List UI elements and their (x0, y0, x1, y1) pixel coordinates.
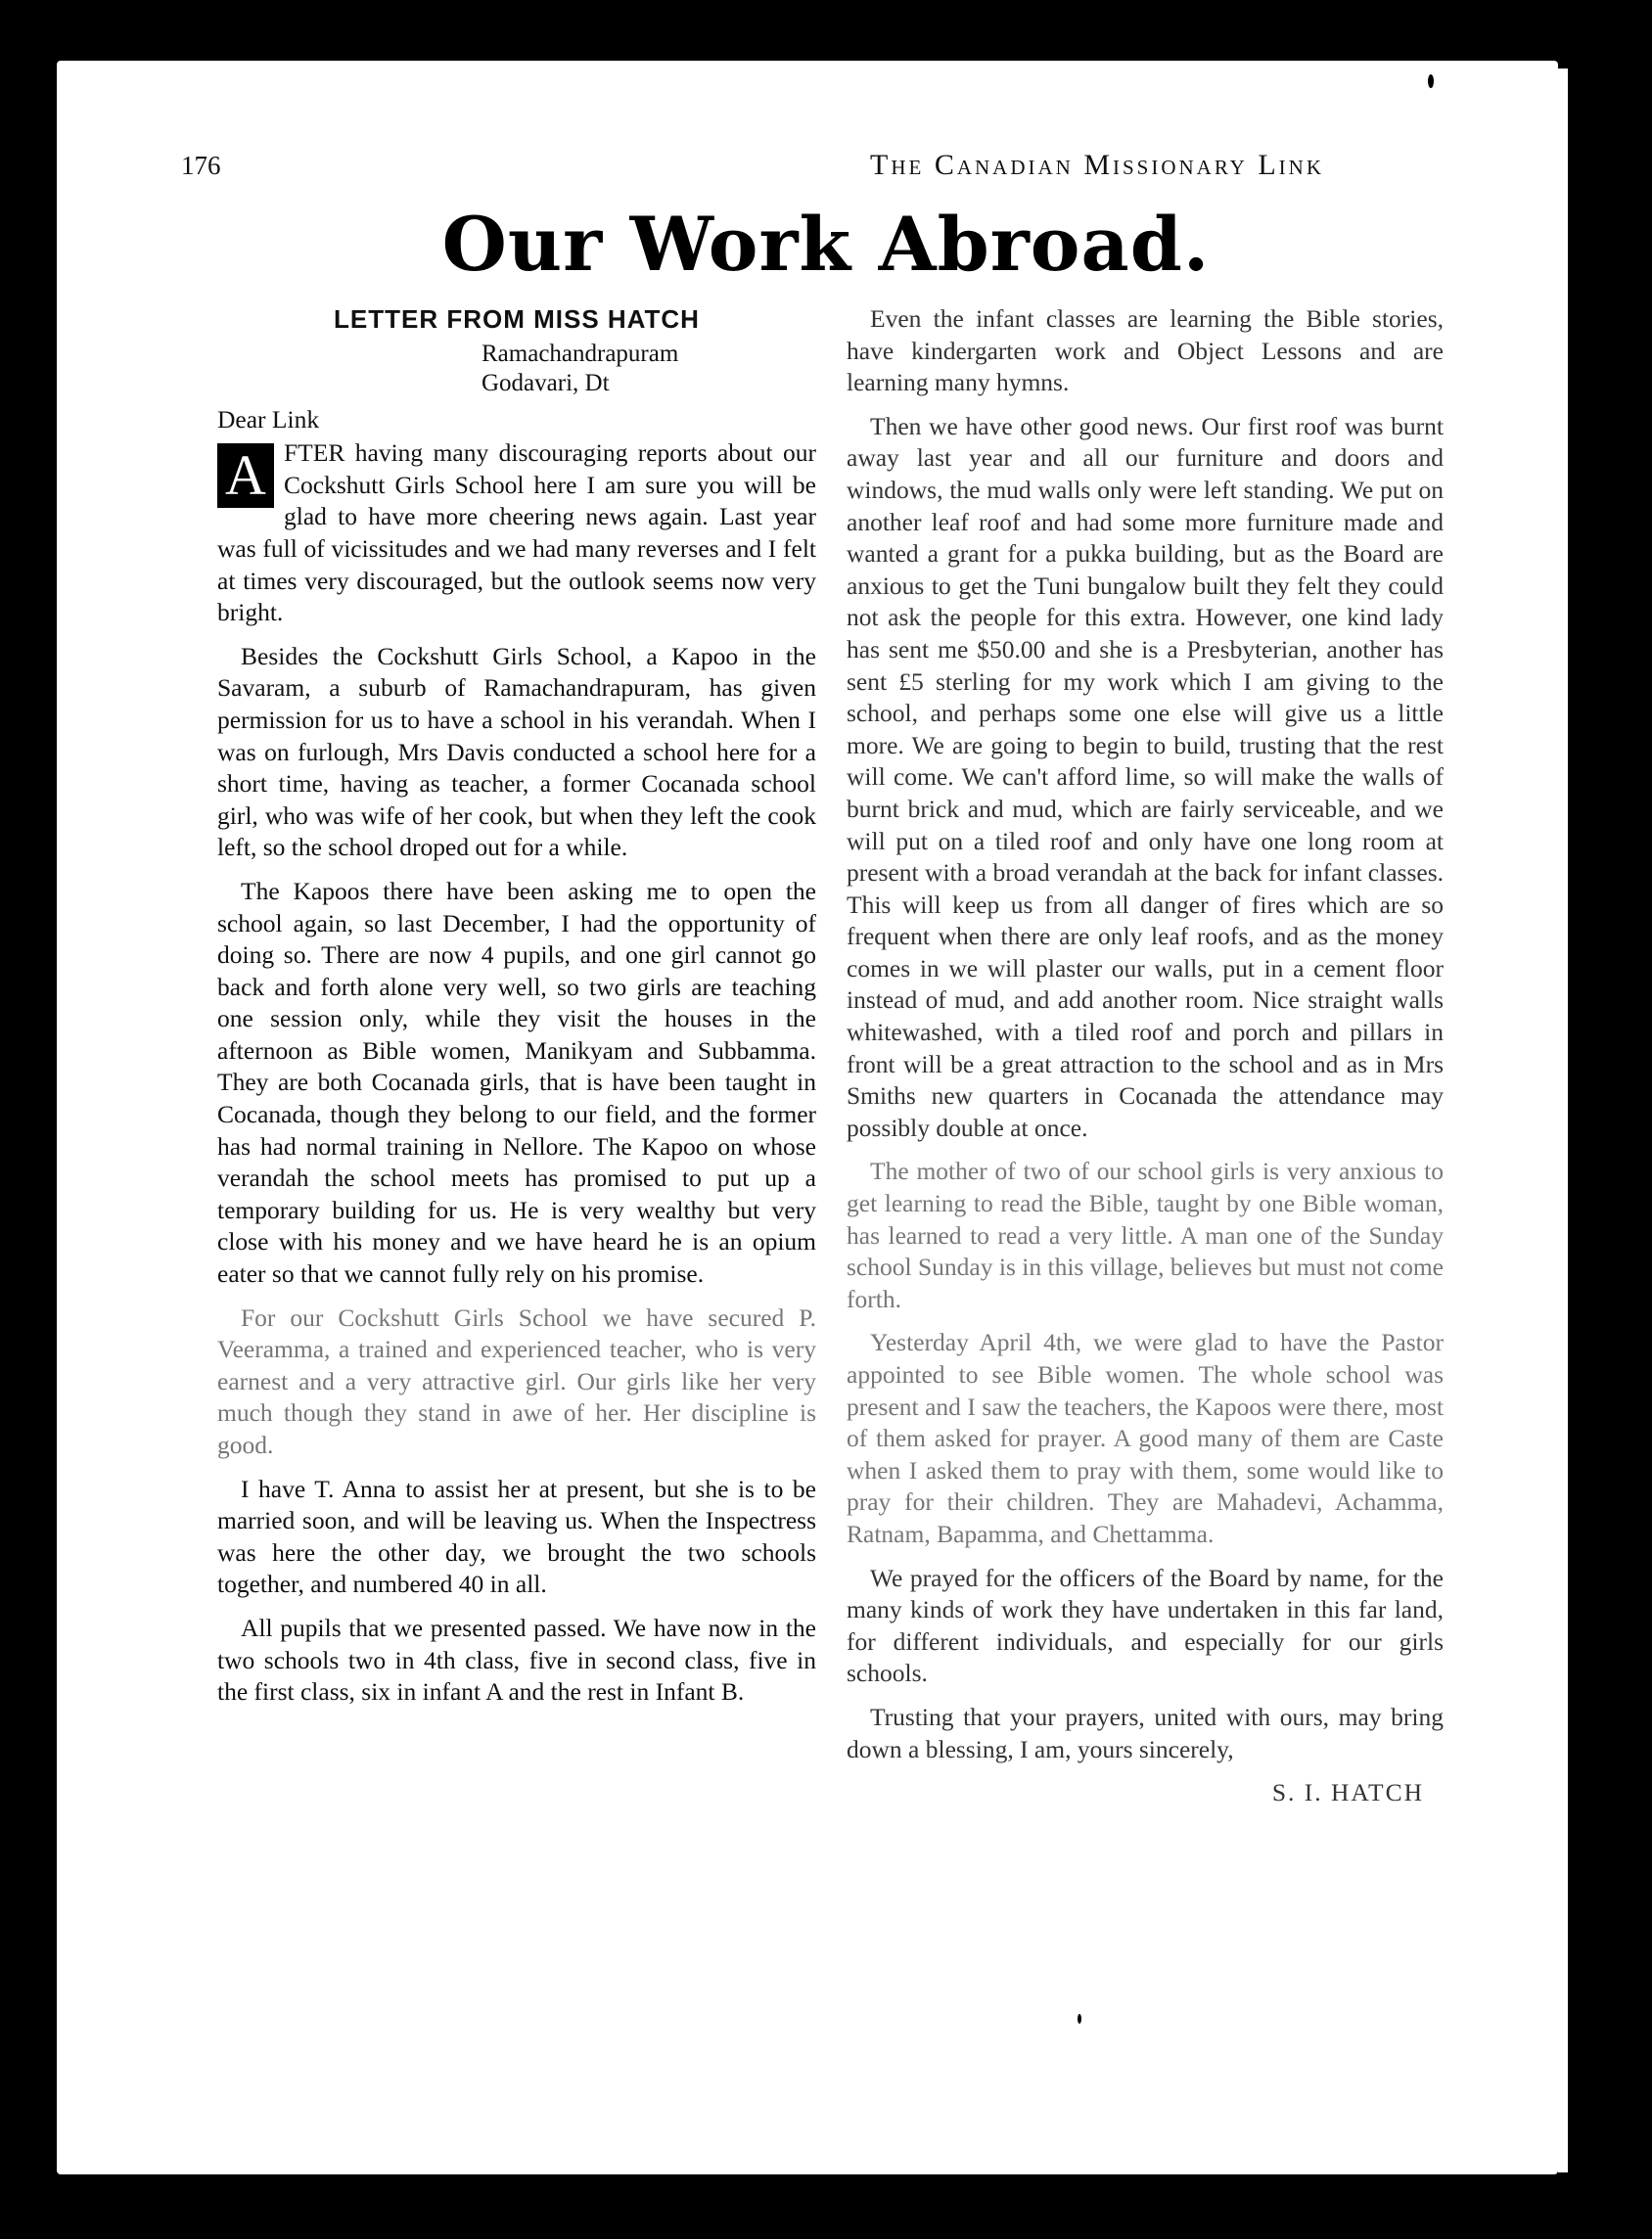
paragraph-7: Even the infant classes are learning the Bible stories, have kindergarten work and Object Lessons and are learning many hymns. (847, 304, 1444, 397)
running-header (181, 149, 1324, 182)
paragraph-6: All pupils that we presented passed. We have now in the two schools two in 4th class, five in second class, five in the first class, six in infant A and the rest in Infant B. (217, 1613, 816, 1707)
paragraph-4: For our Cockshutt Girls School we have secured P. Veeramma, a trained and experienced teacher, who is very earnest and a very attractive girl. Our girls like her very much though they stand in awe of her. Her discipline is good. (217, 1302, 816, 1459)
paragraph-10: Yesterday April 4th, we were glad to have the Pastor appointed to see Bible women. The whole school was present and I saw the teachers, the Kapoos were there, most of them asked for prayer. A good many of them are Caste when I asked them to pray with them, some would like to pray for their children. They are Mahadevi, Achamma, Ratnam, Bapamma, and Chettamma. (847, 1328, 1444, 1548)
signature: S. I. HATCH (1271, 1778, 1424, 1807)
place-line-2: Godavari, Dt (482, 369, 610, 396)
place-line-1: Ramachandrapuram (482, 340, 679, 367)
paragraph-9: The mother of two of our school girls is very anxious to get learning to read the Bible, taught by one Bible woman, has learned to read a very little. A man one of the Sunday school Sunday is in this village, believes but must not come forth. (847, 1157, 1444, 1313)
salutation: Dear Link (217, 404, 320, 434)
ink-speck (1428, 74, 1434, 88)
ink-speck (1078, 2014, 1081, 2024)
paragraph-8: Then we have other good news. Our first roof was burnt away last year and all our furniture and doors and windows, the mud walls only were left standing. We put on another leaf roof and had some more furniture made and wanted a grant for a pukka building, but as the Board are anxious to get the Tuni bungalow built they felt they could not ask the people for this extra. However, one kind lady has sent me $50.00 and she is a Presbyterian, another has sent £5 sterling for my work which I am giving to the school, and perhaps some one else will give us a little more. We are going to begin to build, trusting that the rest will come. We can't afford lime, so will make the walls of burnt brick and mud, which are fairly serviceable, and we will put on a tiled roof and only have one long room at present with a broad verandah at the back for infant classes. This will keep us from all danger of fires which are so frequent when there are only leaf roofs, and as the money comes in we will plaster our walls, put in a cement floor instead of mud, and add another room. Nice straight walls whitewashed, with a tiled roof and porch and pillars in front will be a great attraction to the school and as in Mrs Smiths new quarters in Cocanada the attendance may possibly double at once. (847, 411, 1444, 1142)
letter-heading: LETTER FROM MISS HATCH (334, 304, 700, 334)
drop-cap: A (217, 443, 274, 508)
page-edge-strip (1558, 69, 1568, 2172)
binding-shadow (1568, 59, 1576, 2192)
section-masthead: Our Work Abroad. (441, 201, 1211, 288)
paragraph-3: The Kapoos there have been asking me to open the school again, so last December, I had the opportunity of doing so. There are now 4 pupils, and one girl cannot go back and forth alone very well, so two girls are teaching one session only, while they visit the houses in the afternoon as Bible women, Manikyam and Subbamma. They are both Cocanada girls, that is have been taught in Cocanada, though they belong to our field, and the former has had normal training in Nellore. The Kapoo on whose verandah the school meets has promised to put up a temporary building for us. He is very wealthy but very close with his money and we have heard he is an opium eater so that we cannot fully rely on his promise. (217, 876, 816, 1289)
right-column (847, 303, 1444, 1809)
paragraph-5: I have T. Anna to assist her at present, but she is to be married soon, and will be leaving us. When the Inspectress was here the other day, we brought the two schools together, and numbered 40 in all. (217, 1474, 816, 1599)
paragraph-1 (217, 437, 816, 629)
paragraph-2: Besides the Cockshutt Girls School, a Kapoo in the Savaram, a suburb of Ramachandrapuram, has given permission for us to have a school in his verandah. When I was on furlough, Mrs Davis conducted a school here for a short time, having as teacher, a former Cocanada school girl, who was wife of her cook, but when they left the cook left, so the school droped out for a while. (217, 641, 816, 862)
paragraph-1-text: FTER having many discouraging reports about our Cockshutt Girls School here I am sure you will be glad to have more cheering news again. Last year was full of vicissitudes and we had many reverses and I felt at times very discouraged, but the outlook seems now very bright. (217, 438, 816, 627)
left-column (217, 303, 816, 1720)
paragraph-11: We prayed for the officers of the Board by name, for the many kinds of work they have undertaken in this far land, for different individuals, and especially for our girls schools. (847, 1563, 1444, 1688)
page-number: 176 (181, 151, 221, 180)
paragraph-12: Trusting that your prayers, united with ours, may bring down a blessing, I am, yours sincerely, (847, 1702, 1444, 1763)
journal-title: The Canadian Missionary Link (870, 149, 1324, 181)
